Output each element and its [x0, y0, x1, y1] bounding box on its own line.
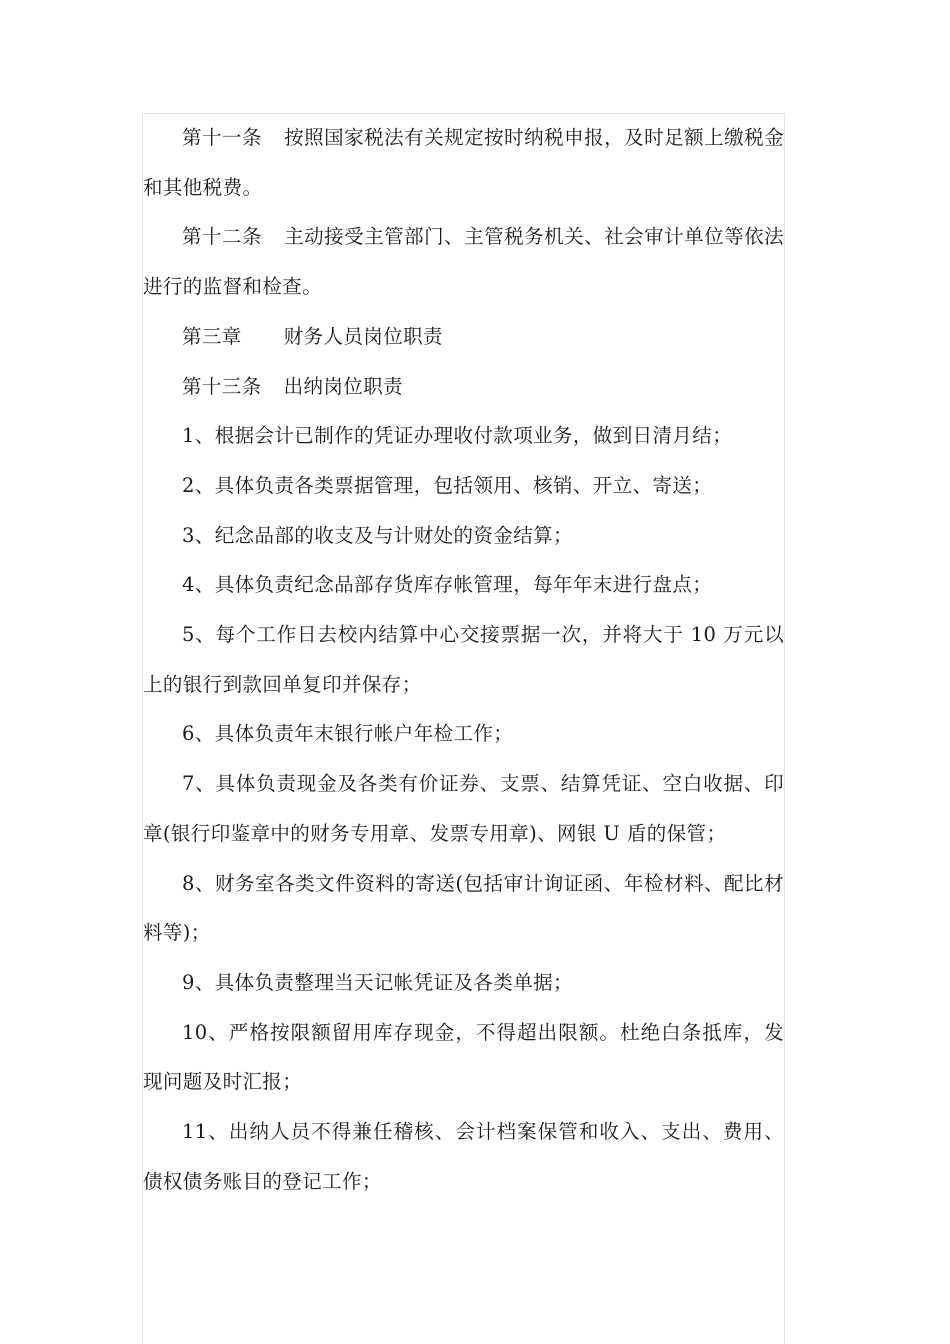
list-item-4: 4、具体负责纪念品部存货库存帐管理，每年年末进行盘点；: [182, 573, 713, 597]
list-item-7: 7、具体负责现金及各类有价证券、支票、结算凭证、空白收据、印章(银行印鉴章中的财务专用章、发票专用章)、网银 U 盾的保管；: [143, 772, 784, 845]
list-item-10: 10、严格按限额留用库存现金，不得超出限额。杜绝白条抵库，发现问题及时汇报；: [143, 1020, 784, 1094]
chapter-heading: [143, 312, 784, 362]
article-heading: 第十三条: [182, 374, 262, 398]
paragraph-article-13: [143, 362, 784, 412]
paragraph-text: 主动接受主管部门、主管税务机关、社会审计单位等依法进行的监督和检查。: [143, 225, 784, 299]
chapter-title: 财务人员岗位职责: [283, 324, 443, 348]
paragraph-article-12: [143, 212, 784, 311]
list-item-6: 6、具体负责年末银行帐户年检工作；: [182, 722, 514, 746]
article-heading: 第十二条: [182, 225, 262, 249]
list-item-5: 5、每个工作日去校内结算中心交接票据一次，并将大于 10 万元以上的银行到款回单复印并保存；: [143, 623, 784, 696]
paragraph-text: 按照国家税法有关规定按时纳税申报，及时足额上缴税金和其他税费。: [143, 126, 784, 199]
list-item-2: 2、具体负责各类票据管理，包括领用、核销、开立、寄送；: [182, 473, 713, 497]
document-body: [143, 113, 784, 1206]
paragraph-text: 出纳岗位职责: [283, 374, 404, 398]
list-item-9: 9、具体负责整理当天记帐凭证及各类单据；: [182, 970, 573, 994]
paragraph-article-11: [143, 113, 784, 212]
article-heading: 第十一条: [182, 126, 262, 149]
list-item-3: 3、纪念品部的收支及与计财处的资金结算；: [182, 523, 573, 547]
list-item-8: 8、财务室各类文件资料的寄送(包括审计询证函、年检材料、配比材料等)；: [143, 871, 784, 945]
list-item-11: 11、出纳人员不得兼任稽核、会计档案保管和收入、支出、费用、债权债务账目的登记工作；: [143, 1120, 784, 1193]
list-item-1: 1、根据会计已制作的凭证办理收付款项业务，做到日清月结；: [182, 424, 733, 448]
chapter-number: 第三章: [182, 324, 242, 348]
